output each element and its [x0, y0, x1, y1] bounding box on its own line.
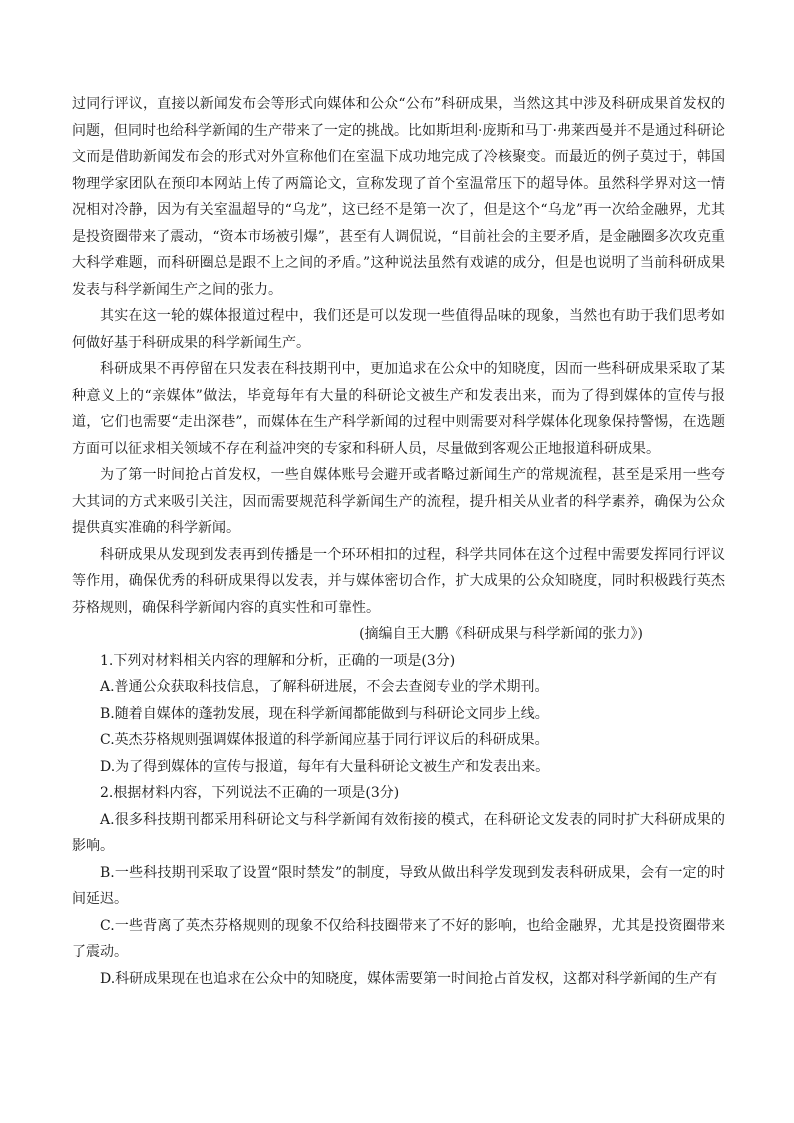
- paragraph-5: 科研成果从发现到发表再到传播是一个环环相扣的过程，科学共同体在这个过程中需要发挥同行评议等作用，确保优秀的科研成果得以发表，并与媒体密切合作，扩大成果的公众知晓度，同时积极践行英杰芬格规则，确保科学新闻内容的真实性和可靠性。: [72, 546, 725, 616]
- question-2-option-c: C.一些背离了英杰芬格规则的现象不仅给科技圈带来了不好的影响，也给金融界，尤其是投资圈带来了震动。: [72, 917, 725, 960]
- question-2-option-b: B.一些科技期刊采取了设置“限时禁发”的制度，导致从做出科学发现到发表科研成果，会有一定的时间延迟。: [72, 864, 725, 907]
- question-1-option-a: A.普通公众获取科技信息，了解科研进展，不会去查阅专业的学术期刊。: [100, 679, 549, 695]
- paragraph-1: 过同行评议，直接以新闻发布会等形式向媒体和公众“公布”科研成果，当然这其中涉及科研成果首发权的问题，但同时也给科学新闻的生产带来了一定的挑战。比如斯坦利·庞斯和马丁·弗莱西曼并不是通过科研论文而是借助新闻发布会的形式对外宣称他们在室温下成功地完成了冷核聚变。而最近的例子莫过于，韩国物理学家团队在预印本网站上传了两篇论文，宣称发现了首个室温常压下的超导体。虽然科学界对这一情况相对冷静，因为有关室温超导的“乌龙”，这已经不是第一次了，但是这个“乌龙”再一次给金融界，尤其是投资圈带来了震动，“资本市场被引爆”，甚至有人调侃说，“目前社会的主要矛盾，是金融圈多次攻克重大科学难题，而科研圈总是跟不上之间的矛盾。”这种说法虽然有戏谑的成分，但是也说明了当前科研成果发表与科学新闻生产之间的张力。: [72, 96, 725, 298]
- paragraph-3: 科研成果不再停留在只发表在科技期刊中，更加追求在公众中的知晓度，因而一些科研成果采取了某种意义上的“亲媒体”做法，毕竟每年有大量的科研论文被生产和发表出来，而为了得到媒体的宣传与报道，它们也需要“走出深巷”，而媒体在生产科学新闻的过程中则需要对科学媒体化现象保持警惕，在选题方面可以征求相关领域不存在利益冲突的专家和科研人员，尽量做到客观公正地报道科研成果。: [72, 361, 725, 457]
- document-page: [72, 91, 725, 992]
- question-1-option-b: B.随着自媒体的蓬勃发展，现在科学新闻都能做到与科研论文同步上线。: [100, 705, 549, 722]
- paragraph-4: 为了第一时间抢占首发权，一些自媒体账号会避开或者略过新闻生产的常规流程，甚至是采用一些夸大其词的方式来吸引关注，因而需要规范科学新闻生产的流程，提升相关从业者的科学素养，确保为公众提供真实准确的科学新闻。: [72, 467, 725, 536]
- question-1-stem: 1.下列对材料相关内容的理解和分析，正确的一项是(3分): [100, 652, 456, 669]
- question-1-option-d: D.为了得到媒体的宣传与报道，每年有大量科研论文被生产和发表出来。: [100, 758, 550, 775]
- question-2-option-a: A.很多科技期刊都采用科研论文与科学新闻有效衔接的模式，在科研论文发表的同时扩大科研成果的影响。: [72, 811, 725, 854]
- question-1-option-c: C.英杰芬格规则强调媒体报道的科学新闻应基于同行评议后的科研成果。: [100, 732, 549, 748]
- source-citation: (摘编自王大鹏《科研成果与科学新闻的张力》): [359, 626, 643, 642]
- question-2-option-d: D.科研成果现在也追求在公众中的知晓度，媒体需要第一时间抢占首发权，这都对科学新闻的生产有: [100, 970, 718, 987]
- paragraph-2: 其实在这一轮的媒体报道过程中，我们还是可以发现一些值得品味的现象，当然也有助于我们思考如何做好基于科研成果的科学新闻生产。: [72, 308, 725, 351]
- question-2-stem: 2.根据材料内容，下列说法不正确的一项是(3分): [100, 785, 400, 801]
